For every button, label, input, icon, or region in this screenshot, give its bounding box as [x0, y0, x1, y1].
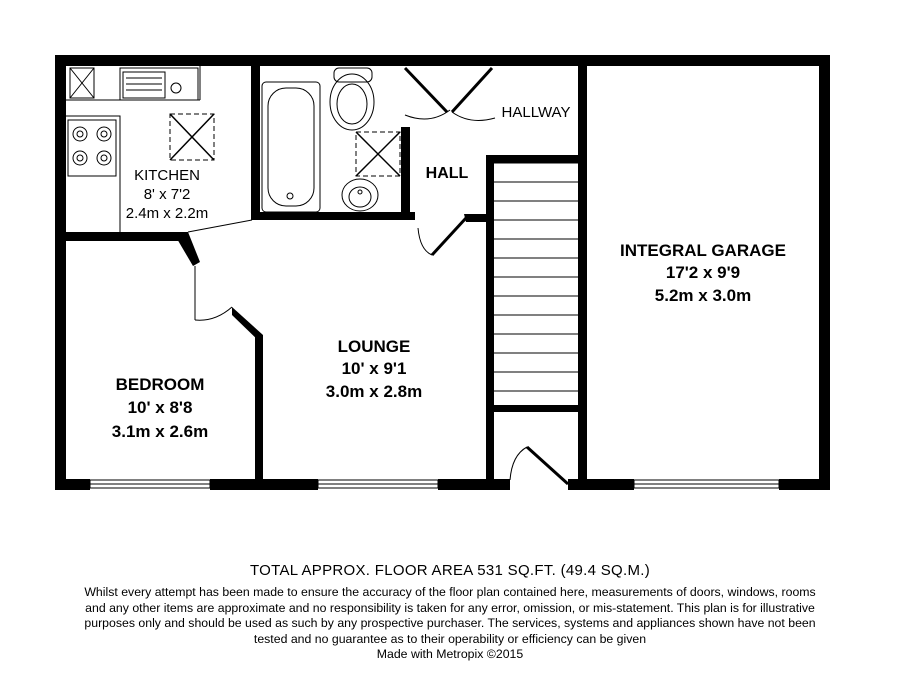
- outer-wall-bottom-1: [55, 479, 90, 490]
- kitchen-dims-imperial: 8' x 7'2: [143, 186, 191, 203]
- bedroom-east-wall: [255, 335, 263, 490]
- outer-wall-top: [55, 55, 830, 66]
- stairs-north-wall: [486, 155, 586, 163]
- basin: [342, 179, 378, 211]
- credit-text: Made with Metropix ©2015: [376, 647, 524, 661]
- bathroom-east-wall: [401, 127, 410, 220]
- garage-dims-metric: 5.2m x 3.0m: [654, 286, 752, 305]
- windows: [90, 480, 779, 488]
- outer-wall-left: [55, 55, 66, 490]
- garage-dims-imperial: 17'2 x 9'9: [665, 263, 741, 282]
- bedroom-dims-metric: 3.1m x 2.6m: [111, 422, 209, 441]
- hall-name: HALL: [425, 165, 469, 182]
- lounge-name: LOUNGE: [337, 337, 411, 356]
- kitchen-dims-metric: 2.4m x 2.2m: [125, 205, 209, 222]
- outer-wall-bottom-5: [779, 479, 830, 490]
- outer-wall-bottom-4: [568, 479, 634, 490]
- outer-wall-right: [819, 55, 830, 490]
- bedroom-wall-angle-2: [232, 307, 263, 345]
- fixtures: [66, 66, 400, 232]
- bedroom-dims-imperial: 10' x 8'8: [127, 398, 193, 417]
- garage-name: INTEGRAL GARAGE: [620, 241, 786, 260]
- kitchen-worktop: [66, 116, 120, 232]
- garage-side-door: [527, 447, 568, 484]
- outer-wall-bottom-3: [438, 479, 510, 490]
- stairs-west-wall: [486, 155, 494, 490]
- outer-wall-bottom-2: [210, 479, 318, 490]
- lounge-dims-imperial: 10' x 9'1: [341, 359, 407, 378]
- kitchen-south-wall: [55, 232, 180, 241]
- lounge-dims-metric: 3.0m x 2.8m: [325, 382, 423, 401]
- front-door-right: [452, 68, 492, 112]
- total-floor-area: TOTAL APPROX. FLOOR AREA 531 SQ.FT. (49.4 SQ.M.): [249, 562, 651, 579]
- kitchen-name: KITCHEN: [134, 167, 200, 184]
- disclaimer-text: Whilst every attempt has been made to ensure the accuracy of the floor plan contained here, measurements of doors, windows, rooms and any other items are approximate and no responsibility is taken for any error, omission, or mis-statement. This plan is for illustrative purposes only and should be used as such by any prospective purchaser. The services, systems and appliances shown have not been tested and no guarantee as to their operability or efficiency can be given: [84, 585, 816, 646]
- bathroom-south-wall: [251, 212, 415, 220]
- bath: [262, 82, 320, 212]
- garage-west-wall: [578, 55, 587, 490]
- hallway-name: HALLWAY: [501, 104, 571, 121]
- staircase: [494, 163, 578, 391]
- footer: [0, 562, 900, 662]
- hall-wall-angle: [464, 214, 486, 222]
- room-labels: [112, 104, 786, 441]
- front-door-left: [405, 68, 447, 112]
- doors: [188, 68, 568, 484]
- hall-door: [432, 218, 466, 255]
- bedroom-name: BEDROOM: [115, 375, 205, 394]
- bedroom-wall-angle: [173, 232, 200, 266]
- bathroom-west-wall: [251, 55, 260, 220]
- stairs-south-wall: [486, 405, 586, 412]
